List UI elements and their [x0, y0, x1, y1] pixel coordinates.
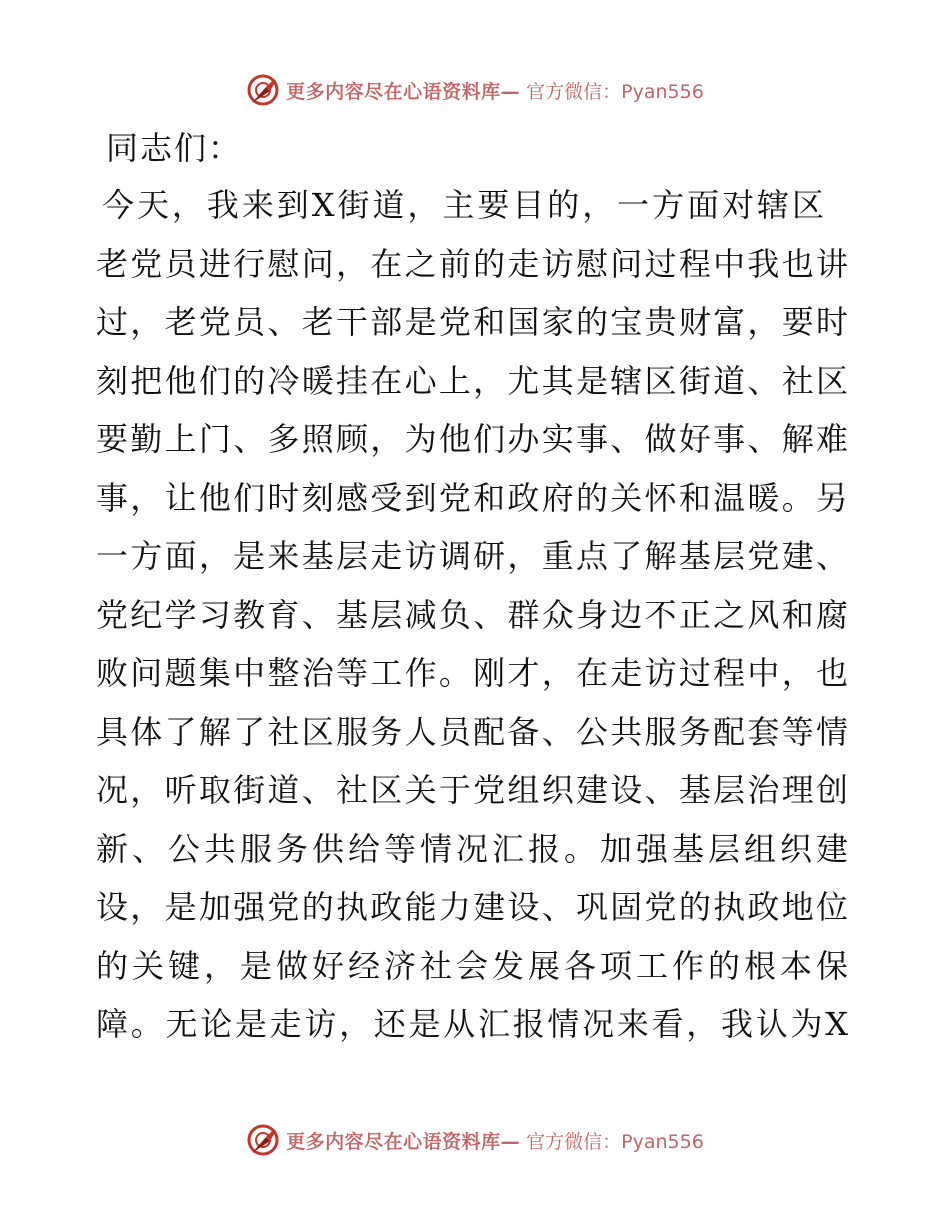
paragraph-line: 一方面，是来基层走访调研，重点了解基层党建、	[96, 537, 848, 575]
paragraph-line: 具体了解了社区服务人员配备、公共服务配套等情	[96, 712, 848, 751]
paragraph-line: 老党员进行慰问，在之前的走访慰问过程中我也讲	[96, 244, 848, 283]
paragraph-line: 新、公共服务供给等情况汇报。加强基层组织建	[96, 829, 848, 868]
watermark-wechat: 官方微信：Pyan556	[526, 80, 704, 103]
pen-logo-icon	[246, 1123, 280, 1157]
pen-logo-icon	[246, 73, 280, 107]
paragraph-line: 的关键，是做好经济社会发展各项工作的根本保	[96, 946, 848, 985]
paragraph-line: 今天，我来到X街道，主要目的，一方面对辖区	[102, 186, 824, 224]
salutation: 同志们：	[106, 129, 243, 167]
watermark-text: 更多内容尽在心语资料库—	[286, 1130, 521, 1153]
paragraph-line: 事，让他们时刻感受到党和政府的关怀和温暖。另	[96, 478, 848, 517]
paragraph-line: 况，听取街道、社区关于党组织建设、基层治理创	[96, 771, 848, 809]
paragraph-line: 要勤上门、多照顾，为他们办实事、做好事、解难	[96, 420, 848, 458]
watermark-wechat: 官方微信：Pyan556	[526, 1130, 704, 1153]
watermark-text: 更多内容尽在心语资料库—	[286, 80, 521, 103]
paragraph-line: 过，老党员、老干部是党和国家的宝贵财富，要时	[96, 303, 848, 341]
footer-watermark	[0, 1120, 950, 1160]
paragraph-line: 刻把他们的冷暖挂在心上，尤其是辖区街道、社区	[96, 361, 848, 400]
paragraph-line: 障。无论是走访，还是从汇报情况来看，我认为X	[96, 1005, 848, 1043]
document-body	[96, 120, 856, 1054]
paragraph-line: 败问题集中整治等工作。刚才，在走访过程中，也	[96, 654, 848, 692]
paragraph-line: 设，是加强党的执政能力建设、巩固党的执政地位	[96, 888, 848, 926]
paragraph-line: 党纪学习教育、基层减负、群众身边不正之风和腐	[96, 595, 848, 634]
header-watermark	[0, 70, 950, 110]
